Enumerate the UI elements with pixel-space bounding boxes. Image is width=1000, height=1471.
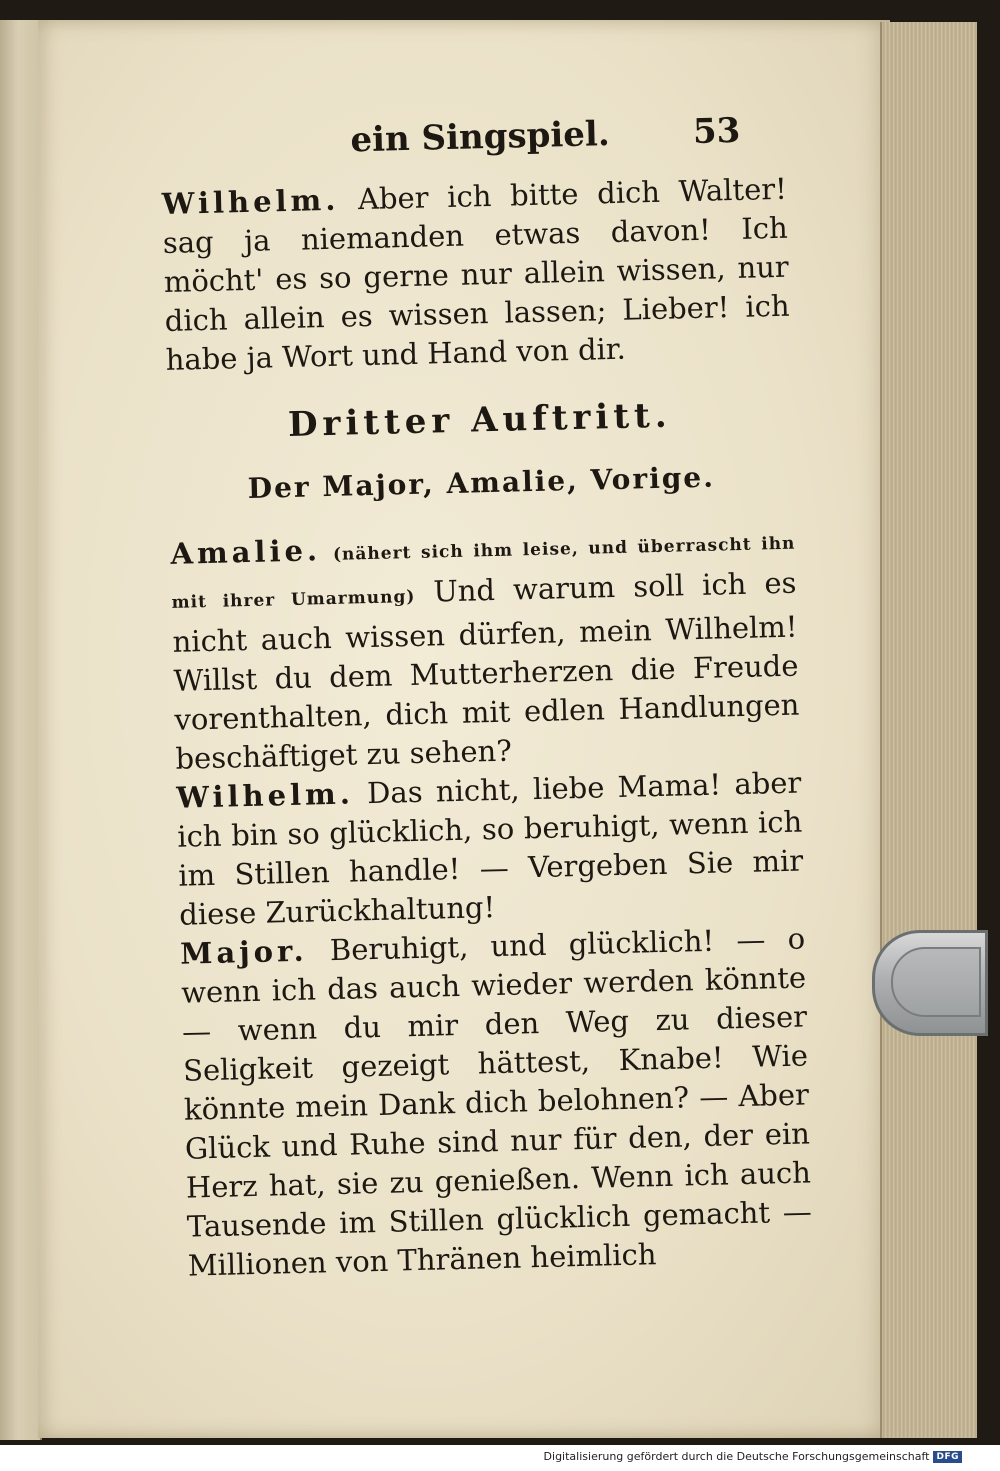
speaker-name: Wilhelm.	[161, 182, 340, 221]
stage-direction: (nähert sich ihm leise, und überrascht ihn mit ihrer Umarmung)	[171, 533, 796, 613]
speech-wilhelm-2	[176, 764, 805, 935]
speaker-name: Amalie.	[170, 533, 322, 571]
scene-heading: Dritter Auftritt.	[287, 395, 673, 445]
left-page-edge	[0, 20, 42, 1440]
page-number: 53	[692, 110, 741, 152]
speaker-name: Major.	[179, 933, 309, 971]
speech-amalie	[170, 520, 801, 779]
cast-list: Der Major, Amalie, Vorige.	[247, 460, 716, 505]
page-clip-inner	[891, 947, 981, 1017]
speaker-name: Wilhelm.	[176, 776, 355, 815]
footer-text: Digitalisierung gefördert durch die Deutsche Forschungsgemeinschaft	[543, 1450, 930, 1463]
running-title: ein Singspiel.	[349, 114, 611, 161]
speech-major	[180, 919, 813, 1285]
page-text	[160, 110, 813, 1286]
page-clip	[872, 930, 988, 1036]
speech-text: Das nicht, liebe Mama! aber ich bin so glücklich, so beruhigt, wenn ich im Stillen handle! — Vergeben Sie mir diese Zurückhaltung!	[176, 765, 804, 932]
dfg-logo-icon: DFG	[933, 1451, 962, 1463]
digitization-footer	[544, 1450, 962, 1463]
page-block-edge	[880, 22, 977, 1438]
speech-text: Aber ich bitte dich Walter! sag ja niemanden etwas davon! Ich möcht' es so gerne nur allein wissen, nur dich allein es wissen lassen; Lieber! ich habe ja Wort und Hand von dir.	[162, 171, 791, 377]
speech-text: Beruhigt, und glücklich! — o wenn ich das auch wieder werden könnte — wenn du mir den Weg zu dieser Seligkeit gezeigt hättest, Knabe! Wie könnte mein Dank dich belohnen? — Aber Glück und Ruhe sind nur für den, der ein Herz hat, sie zu genießen. Wenn ich auch Tausende im Stillen glücklich gemacht — Millionen von Thränen heimlich	[180, 921, 813, 1283]
speech-text: Und warum soll ich es nicht auch wissen dürfen, mein Wilhelm! Willst du dem Mutterherzen die Freude vorenthalten, dich mit edlen Handlungen beschäftiget zu sehen?	[172, 565, 800, 776]
speech-wilhelm-1	[161, 170, 791, 380]
